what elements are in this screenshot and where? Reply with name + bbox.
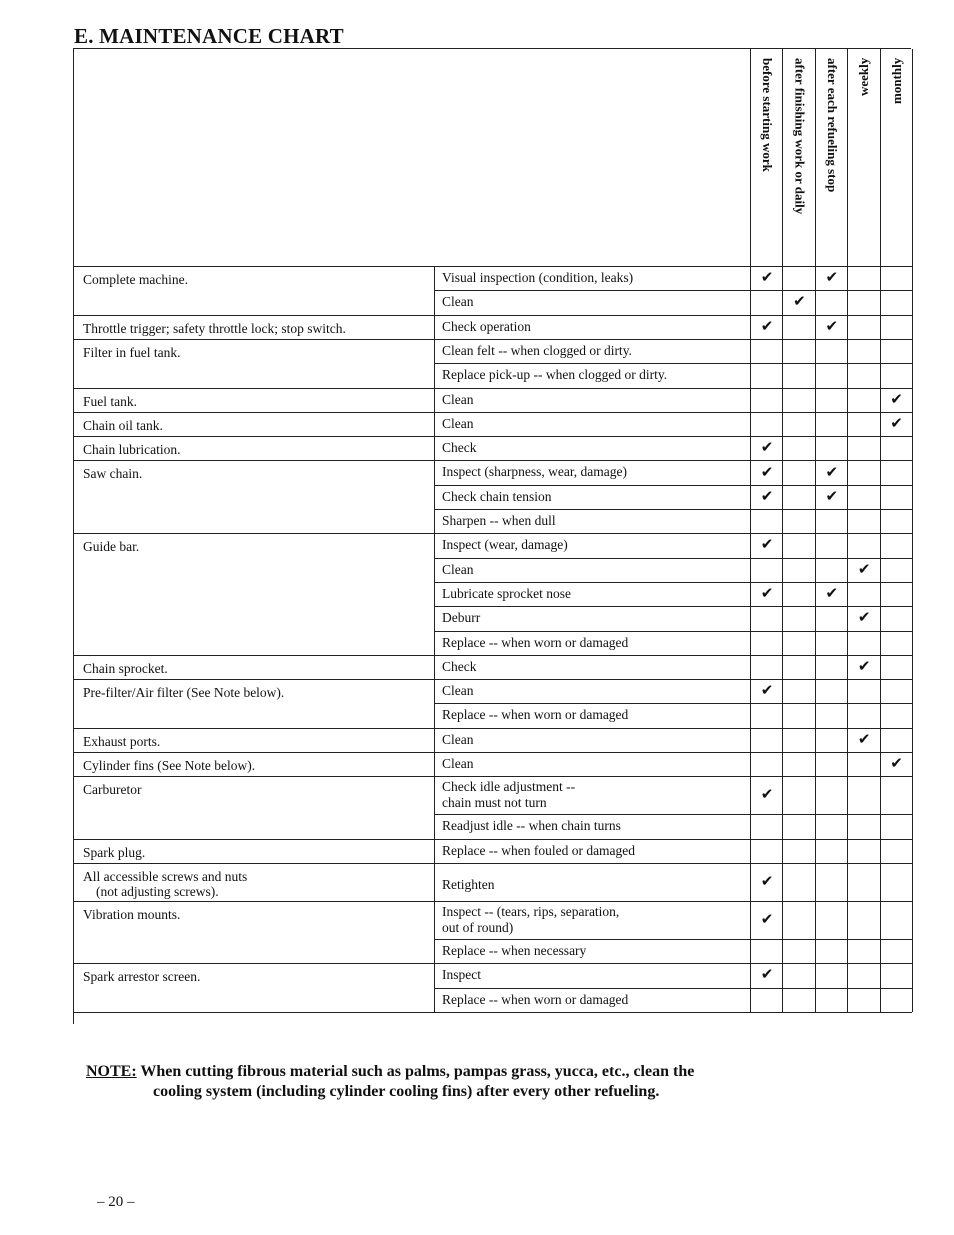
action-label: Check idle adjustment -- (442, 779, 576, 795)
note-line-2: cooling system (including cylinder cooling fins) after every other refueling. (153, 1083, 660, 1100)
action-label: Clean (442, 294, 474, 310)
action-label: Deburr (442, 610, 481, 626)
component-label: Filter in fuel tank. (83, 344, 181, 360)
divider (74, 436, 434, 437)
check-mark: ✔ (890, 389, 903, 408)
action-label: Replace pick-up -- when clogged or dirty. (442, 367, 668, 383)
check-mark: ✔ (760, 438, 774, 457)
divider (434, 988, 912, 989)
component-label: Complete machine. (83, 272, 188, 287)
check-mark: ✔ (857, 729, 871, 748)
divider (434, 315, 912, 316)
component-label: Pre-filter/Air filter (See Note below). (83, 685, 285, 701)
divider (434, 460, 912, 461)
check-mark: ✔ (825, 268, 839, 287)
check-mark: ✔ (760, 871, 774, 890)
action-label: Replace -- when worn or damaged (442, 634, 629, 650)
action-label: Check operation (442, 318, 531, 334)
note (86, 1062, 694, 1102)
action-label: Inspect -- (tears, rips, separation, (442, 903, 620, 919)
action-label: Inspect (wear, damage) (442, 537, 568, 553)
component-label: Chain sprocket. (83, 660, 168, 676)
divider (880, 49, 881, 1012)
column-header-label: monthly (888, 58, 904, 105)
divider (434, 839, 912, 840)
divider (434, 1012, 912, 1013)
check-mark: ✔ (760, 584, 774, 603)
divider (74, 533, 434, 534)
action-label: Clean felt -- when clogged or dirty. (442, 342, 632, 358)
divider (434, 703, 912, 704)
component-label: Spark arrestor screen. (83, 969, 201, 985)
divider (434, 412, 912, 413)
component-label: Chain lubrication. (83, 442, 181, 458)
component-label: Fuel tank. (83, 393, 137, 409)
divider (74, 839, 434, 840)
component-label: Throttle trigger; safety throttle lock; stop switch. (83, 320, 346, 336)
component-label: Spark plug. (83, 844, 146, 860)
column-header (816, 53, 848, 258)
divider (434, 631, 912, 632)
column-header (751, 53, 783, 258)
check-mark: ✔ (760, 965, 774, 984)
divider (847, 49, 848, 1012)
action-label: Clean (442, 391, 474, 407)
divider (434, 679, 912, 680)
check-mark: ✔ (793, 292, 806, 311)
check-mark: ✔ (825, 316, 839, 335)
action-label: Clean (442, 731, 474, 747)
component-label: Chain oil tank. (83, 417, 163, 433)
check-mark: ✔ (857, 608, 871, 627)
note-line-1: When cutting fibrous material such as palms, pampas grass, yucca, etc., clean the (140, 1063, 695, 1080)
divider (74, 339, 434, 340)
divider (434, 290, 912, 291)
divider (74, 901, 434, 902)
divider (74, 388, 434, 389)
divider (74, 963, 434, 964)
check-mark: ✔ (760, 486, 774, 505)
divider (74, 752, 434, 753)
check-mark: ✔ (760, 785, 774, 804)
component-label: Vibration mounts. (83, 906, 181, 922)
divider (434, 363, 912, 364)
divider (74, 266, 912, 267)
check-mark: ✔ (890, 413, 903, 432)
action-label: Inspect (442, 967, 481, 983)
action-label: Replace -- when necessary (442, 942, 587, 958)
action-label-line-2: chain must not turn (442, 795, 547, 811)
column-header-label: after each refueling stop (824, 58, 840, 193)
action-label: Clean (442, 561, 474, 577)
action-label-line-2: out of round) (442, 919, 514, 935)
action-label: Sharpen -- when dull (442, 513, 556, 528)
divider (74, 315, 434, 316)
page-title: E. MAINTENANCE CHART (74, 24, 344, 48)
action-label: Visual inspection (condition, leaks) (442, 270, 634, 285)
divider (434, 728, 912, 729)
component-label: Saw chain. (83, 466, 143, 482)
divider (912, 49, 913, 1012)
divider (74, 655, 434, 656)
component-label-line-2: (not adjusting screws). (96, 883, 219, 899)
divider (74, 460, 434, 461)
check-mark: ✔ (760, 268, 774, 287)
divider (434, 509, 912, 510)
divider (434, 533, 912, 534)
component-label: All accessible screws and nuts (83, 868, 248, 884)
divider (434, 939, 912, 940)
divider (434, 963, 912, 964)
action-label: Check chain tension (442, 488, 552, 504)
column-header (783, 53, 815, 258)
component-label: Exhaust ports. (83, 733, 161, 749)
check-mark: ✔ (825, 486, 839, 505)
action-label: Replace -- when worn or damaged (442, 707, 629, 723)
divider (434, 606, 912, 607)
component-label: Carburetor (83, 782, 142, 798)
divider (434, 436, 912, 437)
column-header (881, 53, 913, 258)
divider (434, 388, 912, 389)
action-label: Check (442, 440, 477, 456)
divider (782, 49, 783, 1012)
page-number: – 20 – (97, 1194, 135, 1210)
check-mark: ✔ (760, 535, 774, 554)
maintenance-chart (73, 48, 911, 1024)
action-label: Readjust idle -- when chain turns (442, 818, 621, 834)
action-label: Clean (442, 415, 474, 431)
action-label: Replace -- when fouled or damaged (442, 842, 636, 858)
action-label: Clean (442, 683, 474, 699)
column-header-label: weekly (856, 58, 872, 97)
check-mark: ✔ (760, 909, 774, 928)
action-label: Clean (442, 756, 474, 771)
divider (434, 582, 912, 583)
divider (74, 412, 434, 413)
divider (74, 728, 434, 729)
divider (434, 558, 912, 559)
divider (750, 49, 751, 1012)
check-mark: ✔ (760, 316, 774, 335)
divider (434, 339, 912, 340)
divider (74, 863, 434, 864)
column-header-label: before starting work (760, 58, 776, 172)
check-mark: ✔ (760, 462, 774, 481)
action-label: Replace -- when worn or damaged (442, 991, 629, 1007)
note-label: NOTE: (86, 1063, 137, 1080)
check-mark: ✔ (857, 656, 871, 675)
divider (74, 679, 434, 680)
divider (434, 776, 912, 777)
check-mark: ✔ (890, 754, 903, 773)
divider (74, 1012, 434, 1013)
column-header (848, 53, 880, 258)
check-mark: ✔ (857, 559, 871, 578)
divider (434, 814, 912, 815)
divider (434, 901, 912, 902)
column-header-label: after finishing work or daily (792, 58, 808, 215)
component-label: Cylinder fins (See Note below). (83, 758, 256, 773)
divider (434, 752, 912, 753)
divider (434, 863, 912, 864)
action-label: Inspect (sharpness, wear, damage) (442, 464, 628, 480)
check-mark: ✔ (825, 462, 839, 481)
check-mark: ✔ (760, 681, 774, 700)
divider (815, 49, 816, 1012)
action-label: Check (442, 658, 477, 674)
action-label: Lubricate sprocket nose (442, 585, 571, 601)
component-label: Guide bar. (83, 539, 140, 555)
divider (434, 655, 912, 656)
check-mark: ✔ (825, 584, 839, 603)
divider (434, 485, 912, 486)
action-label: Retighten (442, 876, 495, 892)
divider (74, 776, 434, 777)
